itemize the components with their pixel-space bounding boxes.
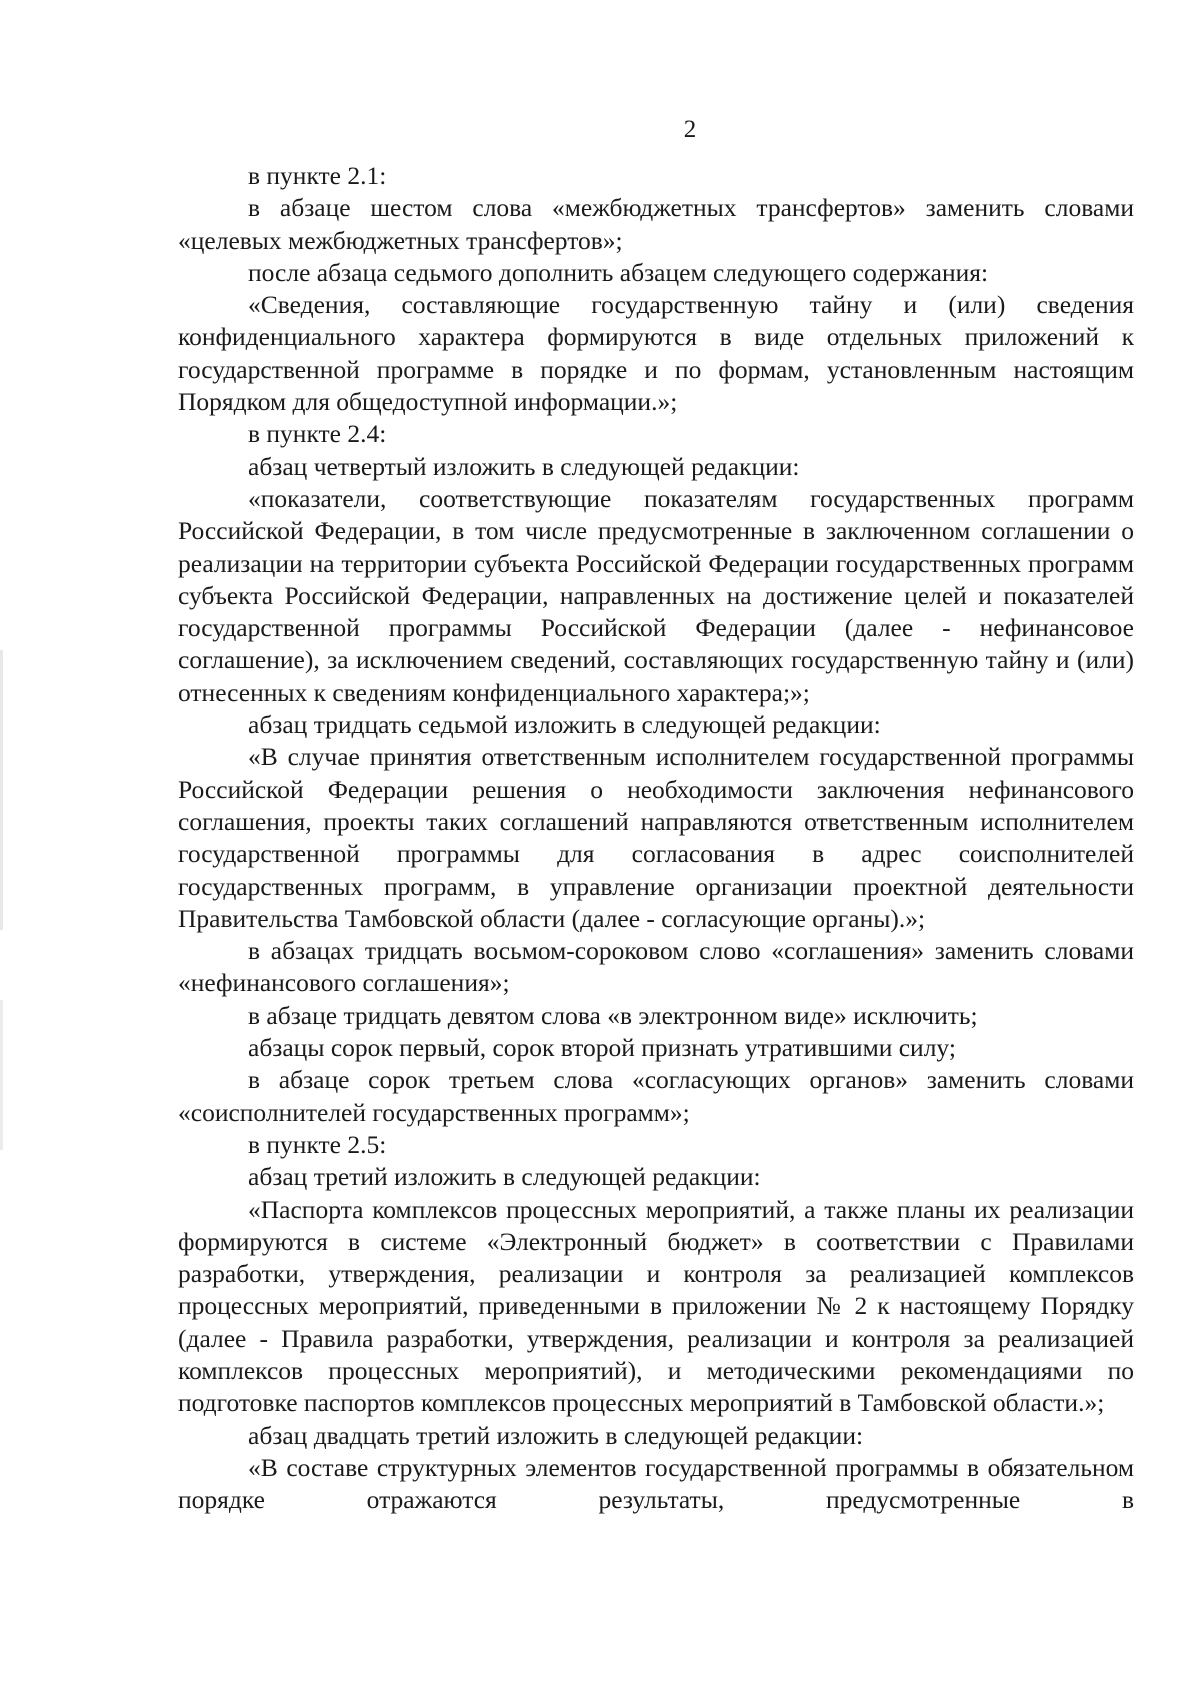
document-body [178,160,1134,1516]
paragraph: абзацы сорок первый, сорок второй признать утратившими силу; [248,1033,956,1063]
page-number: 2 [683,116,697,143]
paragraph: в абзацах тридцать восьмом-сороковом слово «соглашения» заменить словами «нефинансового соглашения»; [178,936,1134,998]
paragraph: «показатели, соответствующие показателям государственных программ Российской Федерации, в том числе предусмотренные в заключенном соглашении о реализации на территории субъекта Российской Федерации государственных программ субъекта Российской Федерации, направленных на достижение целей и показателей государственной программы Российской Федерации (далее - нефинансовое соглашение), за исключением сведений, составляющих государственную тайну и (или) отнесенных к сведениям конфиденциального характера;»; [178,483,1134,707]
paragraph: в абзаце сорок третьем слова «согласующих органов» заменить словами «соисполнителей государственных программ»; [178,1065,1134,1127]
paragraph: в пункте 2.5: [248,1129,387,1159]
paragraph: в абзаце тридцать девятом слова «в электронном виде» исключить; [248,1000,978,1030]
scan-edge-artifact [0,650,3,930]
scan-edge-artifact [0,1000,3,1150]
paragraph: в пункте 2.4: [248,419,387,449]
paragraph: после абзаца седьмого дополнить абзацем следующего содержания: [248,257,989,287]
paragraph: «В случае принятия ответственным исполнителем государственной программы Российской Федерации решения о необходимости заключения нефинансового соглашения, проекты таких соглашений направляются ответственным исполнителем государственной программы для согласования в адрес соисполнителей государственных программ, в управление организации проектной деятельности Правительства Тамбовской области (далее - согласующие органы).»; [178,742,1134,933]
paragraph: «В составе структурных элементов государственной программы в обязательном порядке отражаются результаты, предусмотренные в [178,1452,1134,1515]
paragraph: абзац тридцать седьмой изложить в следующей редакции: [248,710,881,740]
paragraph: «Сведения, составляющие государственную тайну и (или) сведения конфиденциального характера формируются в виде отдельных приложений к государственной программе в порядке и по формам, установленным настоящим Порядком для общедоступной информации.»; [178,290,1134,417]
paragraph: абзац двадцать третий изложить в следующей редакции: [248,1420,864,1450]
paragraph: «Паспорта комплексов процессных мероприятий, а также планы их реализации формируются в системе «Электронный бюджет» в соответствии с Правилами разработки, утверждения, реализации и контроля за реализацией комплексов процессных мероприятий, приведенными в приложении № 2 к настоящему Порядку (далее - Правила разработки, утверждения, реализации и контроля за реализацией комплексов процессных мероприятий), и методическими рекомендациями по подготовке паспортов комплексов процессных мероприятий в Тамбовской области.»; [178,1194,1134,1418]
paragraph: абзац четвертый изложить в следующей редакции: [248,451,800,481]
paragraph: абзац третий изложить в следующей редакции: [248,1162,761,1192]
paragraph: в пункте 2.1: [248,161,387,190]
paragraph: в абзаце шестом слова «межбюджетных трансфертов» заменить словами «целевых межбюджетных трансфертов»; [178,193,1134,255]
